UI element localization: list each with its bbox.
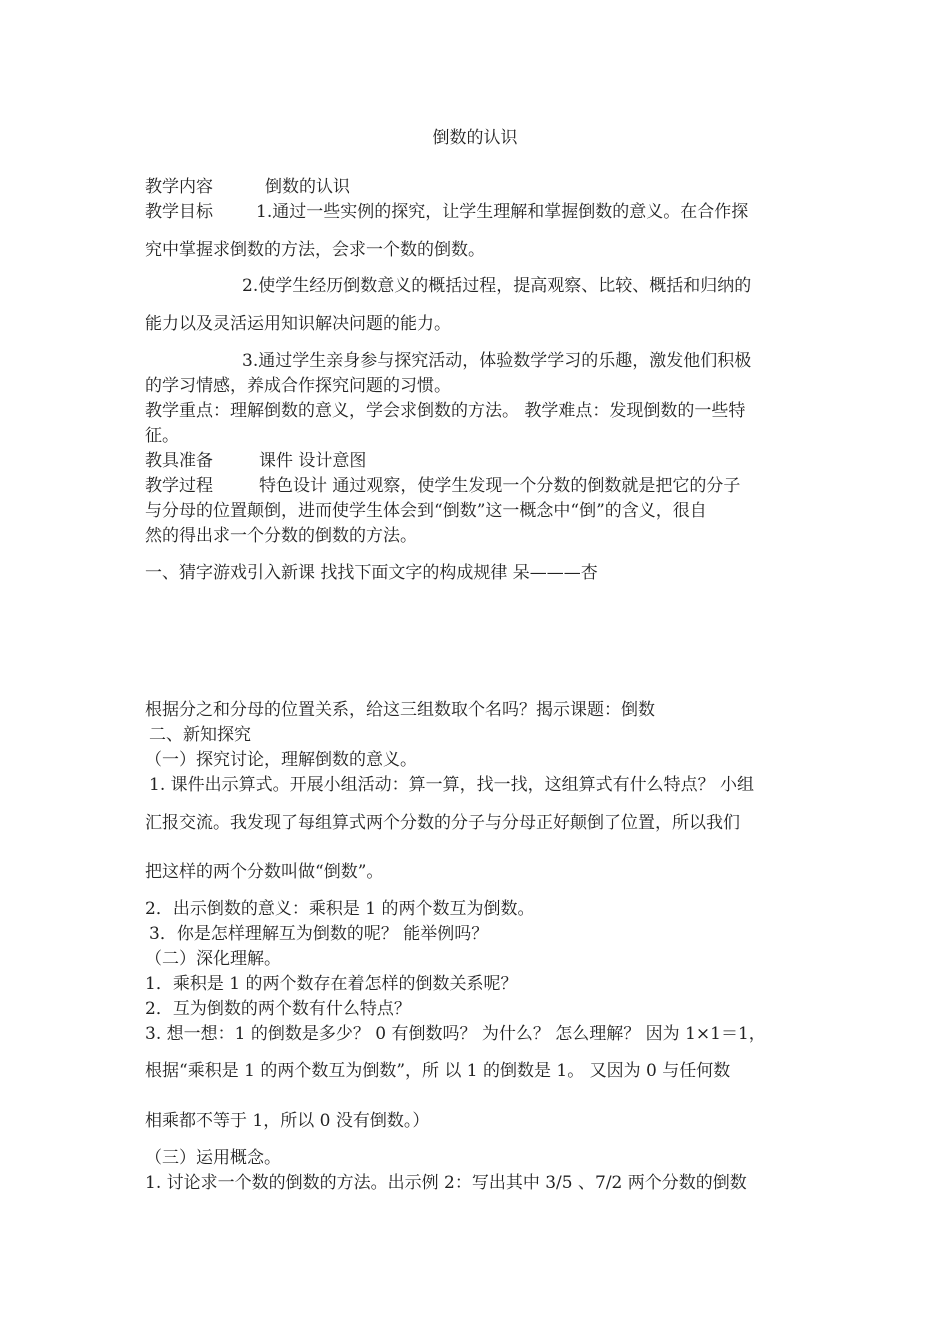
item3-line [145,923,807,945]
section2-text: 二、新知探究 [149,725,251,745]
item1-line-c: 把这样的两个分数叫做“倒数”。 [145,862,384,882]
page-title: 倒数的认识 [432,128,518,148]
goal2-line-a [145,275,807,297]
process-text-a: 特色设计 通过观察，使学生发现一个分数的倒数就是把它的分子 [259,476,741,496]
goal1-line-b: 究中掌握求倒数的方法，会求一个数的倒数。 [145,240,485,260]
item1-line-a [145,774,807,796]
deep1-line: 1．乘积是 1 的两个数存在着怎样的倒数关系呢？ [145,974,518,994]
content-label: 教学内容 [145,177,213,197]
deep3-line-c: 相乘都不等于 1，所以 0 没有倒数。） [145,1111,430,1131]
item1-line-b: 汇报交流。我发现了每组算式两个分数的分子与分母正好颠倒了位置，所以我们 [145,813,740,833]
goal1-text-a: 1.通过一些实例的探究，让学生理解和掌握倒数的意义。在合作探 [256,202,749,222]
goal2-line-b: 能力以及灵活运用知识解决问题的能力。 [145,314,451,334]
game-line-c: 根据分之和分母的位置关系，给这三组数取个名吗？揭示课题：倒数 [145,700,655,720]
process-line-c: 然的得出求一个分数的倒数的方法。 [145,526,417,546]
subsection1-heading: （一）探究讨论，理解倒数的意义。 [145,750,417,770]
item2-line: 2．出示倒数的意义：乘积是 1 的两个数互为倒数。 [145,899,535,919]
goal1-line-a [145,201,807,223]
content-line [145,176,807,198]
subsection2-heading: （二）深化理解。 [145,949,281,969]
item3-text: 3．你是怎样理解互为倒数的呢？ 能举例吗？ [149,924,489,944]
tools-value: 课件 设计意图 [259,451,367,471]
tools-line [145,450,807,472]
process-line-b: 与分母的位置颠倒，进而使学生体会到“倒数”这一概念中“倒”的含义，很自 [145,501,707,521]
goal3-line-b: 的学习情感，养成合作探究问题的习惯。 [145,376,451,396]
process-line-a [145,475,807,497]
deep2-line: 2．互为倒数的两个数有什么特点？ [145,999,411,1019]
goal3-text-a: 3.通过学生亲身参与探究活动，体验数学学习的乐趣，激发他们积极 [242,351,752,371]
goal2-text-a: 2.使学生经历倒数意义的概括过程，提高观察、比较、概括和归纳的 [242,276,752,296]
deep3-line-a: 3. 想一想：1 的倒数是多少？ 0 有倒数吗？ 为什么？ 怎么理解？ 因为 1×1＝1， [145,1024,766,1044]
tools-label: 教具准备 [145,451,213,471]
subsection3-heading: （三）运用概念。 [145,1148,281,1168]
goal3-line-a [145,350,807,372]
key-points-line-b: 征。 [145,426,179,446]
key-points-line-a: 教学重点：理解倒数的意义，学会求倒数的方法。 教学难点：发现倒数的一些特 [145,401,746,421]
item1-text-a: 1. 课件出示算式。开展小组活动：算一算，找一找，这组算式有什么特点？ 小组 [149,775,755,795]
goal-label: 教学目标 [145,202,213,222]
apply1-line: 1. 讨论求一个数的倒数的方法。出示例 2：写出其中 3/5 、7/2 两个分数的倒数 [145,1173,747,1193]
section1-heading: 一、猜字游戏引入新课 找找下面文字的构成规律 呆———杏 [145,563,598,583]
section2-heading [145,724,807,746]
content-value: 倒数的认识 [265,177,350,197]
deep3-line-b: 根据“乘积是 1 的两个数互为倒数”，所 以 1 的倒数是 1。 又因为 0 与任何数 [145,1061,731,1081]
process-label: 教学过程 [145,476,213,496]
